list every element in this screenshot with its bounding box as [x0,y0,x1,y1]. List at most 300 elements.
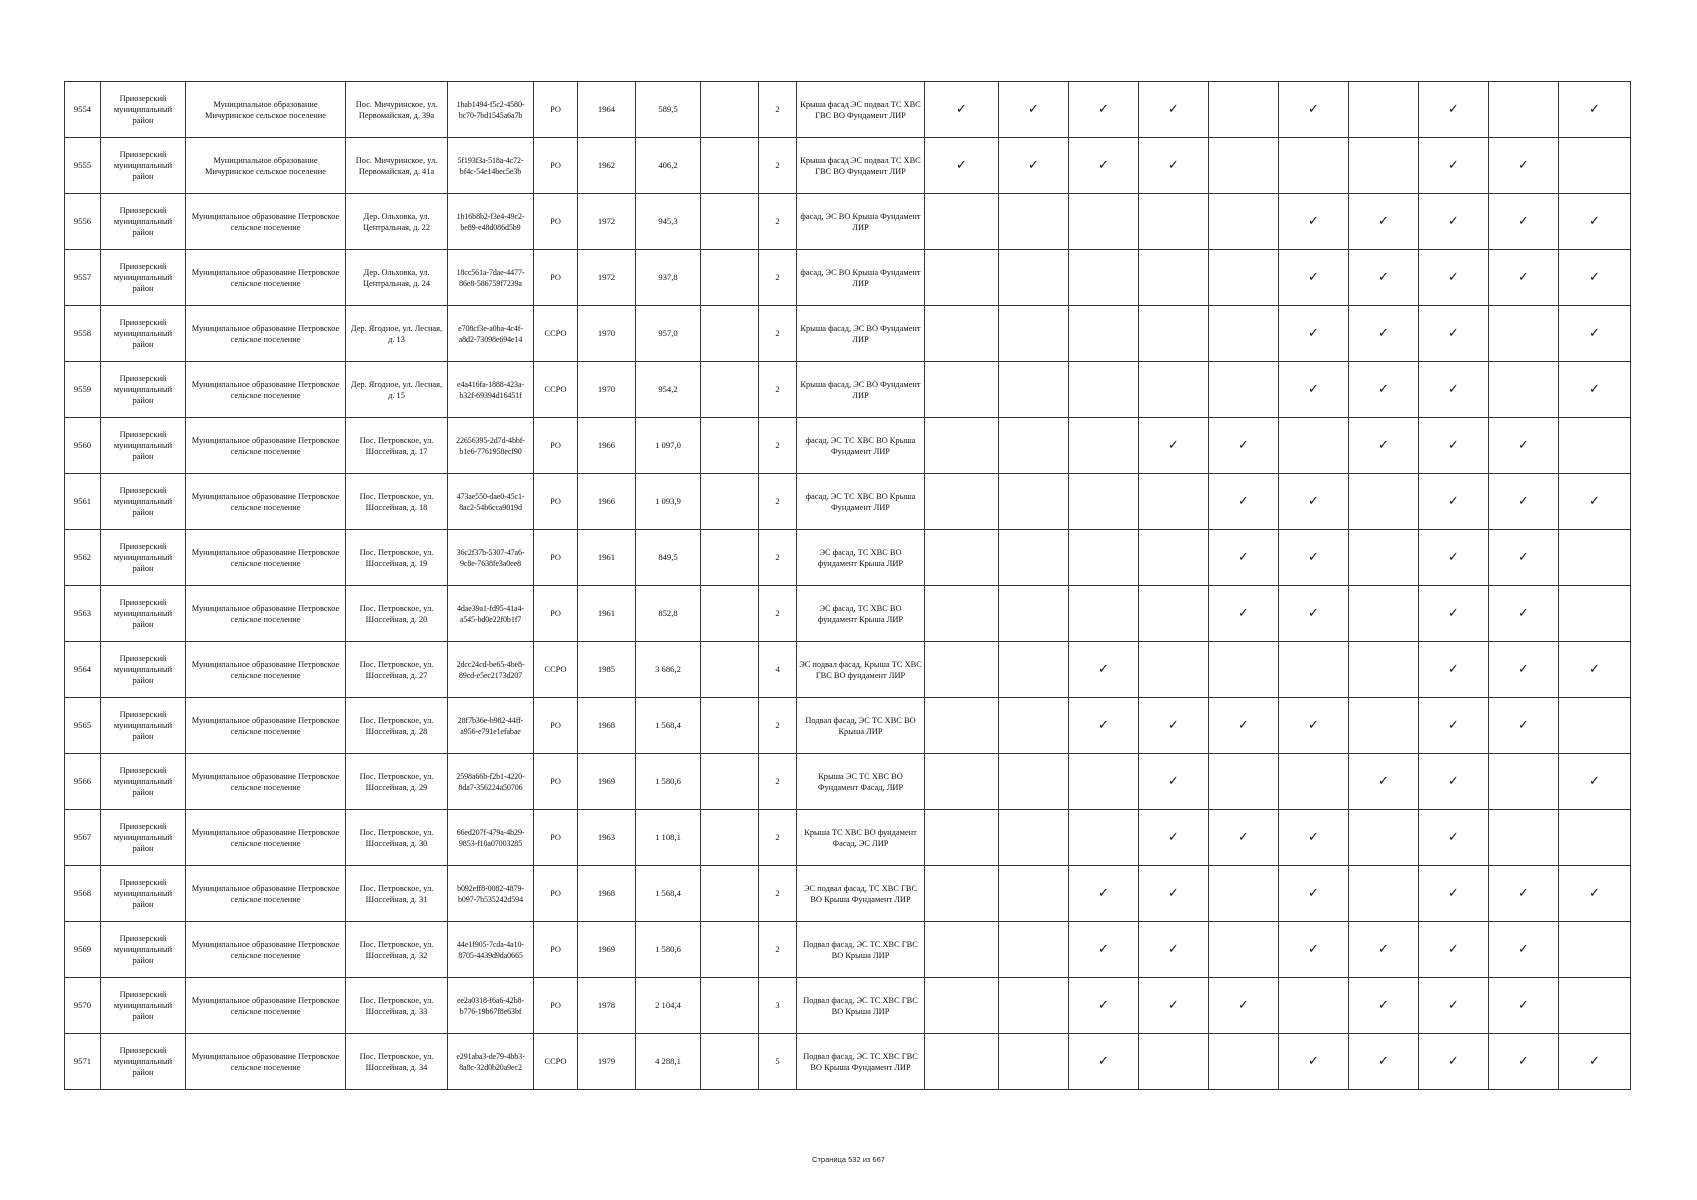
check-mark-icon: ✓ [956,102,967,117]
district-cell: Приозерский муниципальный район [101,530,186,586]
work-flag-cell-10 [1559,138,1631,194]
work-types-cell: Крыша ЭС ТС ХВС ВО Фундамент Фасад, ЛИР [797,754,925,810]
check-mark-icon: ✓ [1589,774,1600,789]
check-mark-icon: ✓ [1168,102,1179,117]
check-mark-icon: ✓ [1448,886,1459,901]
work-flag-cell-5 [1209,474,1279,530]
check-mark-icon: ✓ [1589,102,1600,117]
work-flag-cell-6 [1279,978,1349,1034]
district-cell: Приозерский муниципальный район [101,82,186,138]
empty-cell [701,82,759,138]
work-flag-cell-5 [1209,1034,1279,1090]
area-cell: 957,0 [636,306,701,362]
management-type-cell: РО [534,810,578,866]
management-type-cell: РО [534,978,578,1034]
work-flag-cell-2 [999,362,1069,418]
check-mark-icon: ✓ [1448,662,1459,677]
area-cell: 937,8 [636,250,701,306]
work-flag-cell-9 [1489,866,1559,922]
row-number-cell: 9565 [65,698,101,754]
build-year-cell: 1969 [578,754,636,810]
municipality-cell: Муниципальное образование Мичуринское сельское поселение [186,82,346,138]
floors-cell: 5 [759,1034,797,1090]
floors-cell: 2 [759,530,797,586]
work-flag-cell-10 [1559,250,1631,306]
work-flag-cell-2 [999,1034,1069,1090]
work-flag-cell-3 [1069,306,1139,362]
house-guid-cell: 44e1f905-7cda-4a10-8705-4439d9da0665 [448,922,534,978]
work-flag-cell-2 [999,866,1069,922]
work-flag-cell-9 [1489,82,1559,138]
house-guid-cell: e4a416fa-1888-423a-b32f-69394d16451f [448,362,534,418]
empty-cell [701,978,759,1034]
work-flag-cell-1 [925,82,999,138]
work-flag-cell-4 [1139,306,1209,362]
work-flag-cell-7 [1349,194,1419,250]
check-mark-icon: ✓ [1448,718,1459,733]
work-flag-cell-9 [1489,530,1559,586]
district-cell: Приозерский муниципальный район [101,866,186,922]
management-type-cell: РО [534,698,578,754]
district-cell: Приозерский муниципальный район [101,418,186,474]
check-mark-icon: ✓ [1518,998,1529,1013]
row-number-cell: 9563 [65,586,101,642]
management-type-cell: РО [534,250,578,306]
work-flag-cell-3 [1069,1034,1139,1090]
work-flag-cell-8 [1419,530,1489,586]
check-mark-icon: ✓ [1308,102,1319,117]
district-cell: Приозерский муниципальный район [101,306,186,362]
work-flag-cell-10 [1559,362,1631,418]
area-cell: 954,2 [636,362,701,418]
work-flag-cell-1 [925,922,999,978]
work-flag-cell-6 [1279,866,1349,922]
municipality-cell: Муниципальное образование Петровское сельское поселение [186,754,346,810]
work-flag-cell-9 [1489,138,1559,194]
address-cell: Пос. Петровское, ул. Шоссейная, д. 19 [346,530,448,586]
municipality-cell: Муниципальное образование Петровское сельское поселение [186,810,346,866]
area-cell: 945,3 [636,194,701,250]
work-flag-cell-5 [1209,362,1279,418]
table-row [65,306,1631,362]
area-cell: 852,8 [636,586,701,642]
work-flag-cell-6 [1279,1034,1349,1090]
table-row [65,418,1631,474]
empty-cell [701,586,759,642]
work-flag-cell-10 [1559,194,1631,250]
work-flag-cell-3 [1069,418,1139,474]
work-flag-cell-4 [1139,194,1209,250]
work-flag-cell-9 [1489,362,1559,418]
check-mark-icon: ✓ [1448,550,1459,565]
empty-cell [701,922,759,978]
check-mark-icon: ✓ [1448,214,1459,229]
area-cell: 1 568,4 [636,866,701,922]
build-year-cell: 1968 [578,698,636,754]
empty-cell [701,250,759,306]
work-flag-cell-5 [1209,978,1279,1034]
table-row [65,194,1631,250]
build-year-cell: 1966 [578,474,636,530]
work-flag-cell-2 [999,82,1069,138]
housing-register-table [64,81,1631,1090]
check-mark-icon: ✓ [1378,382,1389,397]
page-number-footer: Страница 532 из 667 [812,1155,885,1164]
work-flag-cell-10 [1559,474,1631,530]
work-flag-cell-10 [1559,978,1631,1034]
work-flag-cell-1 [925,250,999,306]
work-flag-cell-8 [1419,1034,1489,1090]
district-cell: Приозерский муниципальный район [101,1034,186,1090]
work-flag-cell-1 [925,138,999,194]
check-mark-icon: ✓ [1589,662,1600,677]
work-flag-cell-2 [999,642,1069,698]
check-mark-icon: ✓ [1589,382,1600,397]
management-type-cell: ССРО [534,1034,578,1090]
work-flag-cell-9 [1489,1034,1559,1090]
build-year-cell: 1979 [578,1034,636,1090]
check-mark-icon: ✓ [1378,998,1389,1013]
work-flag-cell-4 [1139,586,1209,642]
floors-cell: 2 [759,810,797,866]
work-flag-cell-2 [999,754,1069,810]
work-flag-cell-8 [1419,138,1489,194]
check-mark-icon: ✓ [1098,102,1109,117]
work-flag-cell-3 [1069,82,1139,138]
work-types-cell: Крыша фасад, ЭС ВО Фундамент ЛИР [797,362,925,418]
work-flag-cell-8 [1419,698,1489,754]
check-mark-icon: ✓ [1448,326,1459,341]
address-cell: Пос. Петровское, ул. Шоссейная, д. 30 [346,810,448,866]
table-row [65,474,1631,530]
work-flag-cell-1 [925,362,999,418]
work-flag-cell-5 [1209,586,1279,642]
work-flag-cell-8 [1419,418,1489,474]
work-flag-cell-6 [1279,418,1349,474]
work-flag-cell-4 [1139,698,1209,754]
municipality-cell: Муниципальное образование Мичуринское сельское поселение [186,138,346,194]
district-cell: Приозерский муниципальный район [101,250,186,306]
work-flag-cell-8 [1419,810,1489,866]
build-year-cell: 1969 [578,922,636,978]
district-cell: Приозерский муниципальный район [101,698,186,754]
row-number-cell: 9557 [65,250,101,306]
floors-cell: 2 [759,474,797,530]
house-guid-cell: 473ae550-dae0-45c1-8ac2-54b6cca9019d [448,474,534,530]
address-cell: Пос. Петровское, ул. Шоссейная, д. 34 [346,1034,448,1090]
work-types-cell: фасад, ЭС ТС ХВС ВО Крыша Фундамент ЛИР [797,418,925,474]
work-flag-cell-10 [1559,82,1631,138]
build-year-cell: 1961 [578,530,636,586]
row-number-cell: 9567 [65,810,101,866]
district-cell: Приозерский муниципальный район [101,978,186,1034]
check-mark-icon: ✓ [1589,270,1600,285]
check-mark-icon: ✓ [1238,830,1249,845]
municipality-cell: Муниципальное образование Петровское сельское поселение [186,922,346,978]
check-mark-icon: ✓ [1028,102,1039,117]
check-mark-icon: ✓ [1448,942,1459,957]
work-flag-cell-10 [1559,418,1631,474]
check-mark-icon: ✓ [1589,886,1600,901]
floors-cell: 2 [759,194,797,250]
work-flag-cell-2 [999,978,1069,1034]
empty-cell [701,1034,759,1090]
address-cell: Пос. Петровское, ул. Шоссейная, д. 27 [346,642,448,698]
work-flag-cell-3 [1069,586,1139,642]
table-body [65,82,1631,1090]
table-row [65,530,1631,586]
address-cell: Пос. Мичуринское, ул. Первомайская, д. 41а [346,138,448,194]
area-cell: 4 288,1 [636,1034,701,1090]
check-mark-icon: ✓ [1448,998,1459,1013]
work-flag-cell-4 [1139,474,1209,530]
check-mark-icon: ✓ [1168,774,1179,789]
empty-cell [701,362,759,418]
empty-cell [701,138,759,194]
check-mark-icon: ✓ [1098,718,1109,733]
row-number-cell: 9560 [65,418,101,474]
work-types-cell: Крыша фасад ЭС подвал ТС ХВС ГВС ВО Фундамент ЛИР [797,82,925,138]
district-cell: Приозерский муниципальный район [101,810,186,866]
check-mark-icon: ✓ [1589,494,1600,509]
area-cell: 3 686,2 [636,642,701,698]
row-number-cell: 9559 [65,362,101,418]
floors-cell: 2 [759,306,797,362]
work-flag-cell-10 [1559,698,1631,754]
work-flag-cell-7 [1349,362,1419,418]
work-flag-cell-1 [925,754,999,810]
check-mark-icon: ✓ [1098,1054,1109,1069]
build-year-cell: 1963 [578,810,636,866]
work-types-cell: фасад, ЭС ТС ХВС ВО Крыша Фундамент ЛИР [797,474,925,530]
work-flag-cell-6 [1279,250,1349,306]
work-flag-cell-6 [1279,530,1349,586]
work-flag-cell-8 [1419,194,1489,250]
check-mark-icon: ✓ [1098,998,1109,1013]
work-types-cell: Подвал фасад, ЭС ТС ХВС ВО Крыша ЛИР [797,698,925,754]
work-flag-cell-7 [1349,530,1419,586]
district-cell: Приозерский муниципальный район [101,362,186,418]
empty-cell [701,866,759,922]
table-row [65,810,1631,866]
empty-cell [701,474,759,530]
check-mark-icon: ✓ [1308,718,1319,733]
check-mark-icon: ✓ [1238,550,1249,565]
check-mark-icon: ✓ [1518,158,1529,173]
work-flag-cell-7 [1349,1034,1419,1090]
row-number-cell: 9568 [65,866,101,922]
work-flag-cell-10 [1559,306,1631,362]
work-types-cell: Крыша фасад ЭС подвал ТС ХВС ГВС ВО Фундамент ЛИР [797,138,925,194]
table-row [65,586,1631,642]
work-types-cell: ЭС фасад, ТС ХВС ВО фундамент Крыша ЛИР [797,530,925,586]
check-mark-icon: ✓ [1238,438,1249,453]
house-guid-cell: 5f193f3a-518a-4c72-bf4c-54e14bec5e3b [448,138,534,194]
work-types-cell: Крыша фасад, ЭС ВО Фундамент ЛИР [797,306,925,362]
management-type-cell: РО [534,922,578,978]
table-row [65,922,1631,978]
empty-cell [701,306,759,362]
check-mark-icon: ✓ [1448,830,1459,845]
management-type-cell: РО [534,418,578,474]
work-flag-cell-10 [1559,754,1631,810]
address-cell: Дер. Ягодное, ул. Лесная, д. 13 [346,306,448,362]
work-flag-cell-4 [1139,978,1209,1034]
municipality-cell: Муниципальное образование Петровское сельское поселение [186,362,346,418]
work-flag-cell-3 [1069,530,1139,586]
table-row [65,362,1631,418]
work-flag-cell-3 [1069,362,1139,418]
floors-cell: 2 [759,754,797,810]
work-flag-cell-6 [1279,642,1349,698]
check-mark-icon: ✓ [1238,494,1249,509]
work-flag-cell-5 [1209,82,1279,138]
area-cell: 406,2 [636,138,701,194]
check-mark-icon: ✓ [1238,718,1249,733]
house-guid-cell: 2dcc24cd-be65-4be8-89cd-e5ec2173d207 [448,642,534,698]
work-types-cell: ЭС фасад, ТС ХВС ВО фундамент Крыша ЛИР [797,586,925,642]
work-flag-cell-8 [1419,754,1489,810]
municipality-cell: Муниципальное образование Петровское сельское поселение [186,474,346,530]
work-flag-cell-2 [999,586,1069,642]
check-mark-icon: ✓ [1589,1054,1600,1069]
work-flag-cell-9 [1489,306,1559,362]
municipality-cell: Муниципальное образование Петровское сельское поселение [186,642,346,698]
work-flag-cell-1 [925,418,999,474]
work-flag-cell-8 [1419,474,1489,530]
address-cell: Дер. Ягодное, ул. Лесная, д. 15 [346,362,448,418]
floors-cell: 4 [759,642,797,698]
work-flag-cell-1 [925,306,999,362]
work-flag-cell-3 [1069,474,1139,530]
check-mark-icon: ✓ [1378,438,1389,453]
floors-cell: 2 [759,418,797,474]
municipality-cell: Муниципальное образование Петровское сельское поселение [186,1034,346,1090]
work-flag-cell-9 [1489,978,1559,1034]
work-flag-cell-3 [1069,978,1139,1034]
management-type-cell: ССРО [534,306,578,362]
check-mark-icon: ✓ [1518,718,1529,733]
address-cell: Пос. Петровское, ул. Шоссейная, д. 29 [346,754,448,810]
work-flag-cell-2 [999,306,1069,362]
work-flag-cell-5 [1209,642,1279,698]
empty-cell [701,698,759,754]
work-flag-cell-4 [1139,810,1209,866]
work-flag-cell-8 [1419,82,1489,138]
table-row [65,82,1631,138]
work-flag-cell-5 [1209,194,1279,250]
work-flag-cell-1 [925,810,999,866]
work-flag-cell-3 [1069,866,1139,922]
work-flag-cell-3 [1069,642,1139,698]
work-flag-cell-7 [1349,474,1419,530]
check-mark-icon: ✓ [1168,830,1179,845]
work-flag-cell-6 [1279,82,1349,138]
check-mark-icon: ✓ [1378,326,1389,341]
work-types-cell: фасад, ЭС ВО Крыша Фундамент ЛИР [797,194,925,250]
address-cell: Пос. Мичуринское, ул. Первомайская, д. 39а [346,82,448,138]
management-type-cell: ССРО [534,362,578,418]
check-mark-icon: ✓ [1308,886,1319,901]
work-flag-cell-1 [925,866,999,922]
work-flag-cell-2 [999,922,1069,978]
check-mark-icon: ✓ [1448,382,1459,397]
check-mark-icon: ✓ [1308,942,1319,957]
table-row [65,250,1631,306]
work-flag-cell-7 [1349,418,1419,474]
management-type-cell: РО [534,82,578,138]
district-cell: Приозерский муниципальный район [101,754,186,810]
work-types-cell: Подвал фасад, ЭС ТС ХВС ГВС ВО Крыша ЛИР [797,978,925,1034]
address-cell: Пос. Петровское, ул. Шоссейная, д. 32 [346,922,448,978]
check-mark-icon: ✓ [1028,158,1039,173]
check-mark-icon: ✓ [1518,270,1529,285]
table-row [65,1034,1631,1090]
management-type-cell: РО [534,138,578,194]
row-number-cell: 9561 [65,474,101,530]
work-flag-cell-10 [1559,810,1631,866]
house-guid-cell: 1b16b8b2-f3e4-49c2-be89-e48d086d5b9 [448,194,534,250]
work-flag-cell-3 [1069,698,1139,754]
area-cell: 849,5 [636,530,701,586]
check-mark-icon: ✓ [1518,494,1529,509]
work-flag-cell-7 [1349,642,1419,698]
build-year-cell: 1978 [578,978,636,1034]
work-flag-cell-9 [1489,250,1559,306]
work-flag-cell-4 [1139,250,1209,306]
work-flag-cell-10 [1559,530,1631,586]
management-type-cell: РО [534,474,578,530]
check-mark-icon: ✓ [1518,662,1529,677]
work-types-cell: ЭС подвал фасад, ТС ХВС ГВС ВО Крыша Фундамент ЛИР [797,866,925,922]
work-flag-cell-2 [999,138,1069,194]
work-flag-cell-4 [1139,866,1209,922]
check-mark-icon: ✓ [1378,1054,1389,1069]
area-cell: 1 097,0 [636,418,701,474]
check-mark-icon: ✓ [1448,158,1459,173]
work-flag-cell-9 [1489,810,1559,866]
house-guid-cell: 2598a66b-f2b1-4220-8da7-356224a50706 [448,754,534,810]
work-flag-cell-5 [1209,922,1279,978]
check-mark-icon: ✓ [1448,270,1459,285]
municipality-cell: Муниципальное образование Петровское сельское поселение [186,530,346,586]
check-mark-icon: ✓ [1308,214,1319,229]
check-mark-icon: ✓ [1448,606,1459,621]
work-flag-cell-1 [925,978,999,1034]
check-mark-icon: ✓ [1308,494,1319,509]
build-year-cell: 1985 [578,642,636,698]
table-row [65,754,1631,810]
work-flag-cell-3 [1069,922,1139,978]
district-cell: Приозерский муниципальный район [101,922,186,978]
work-flag-cell-4 [1139,922,1209,978]
check-mark-icon: ✓ [1518,942,1529,957]
work-flag-cell-10 [1559,866,1631,922]
address-cell: Пос. Петровское, ул. Шоссейная, д. 17 [346,418,448,474]
check-mark-icon: ✓ [1518,606,1529,621]
work-flag-cell-3 [1069,138,1139,194]
check-mark-icon: ✓ [1448,438,1459,453]
work-flag-cell-6 [1279,754,1349,810]
work-flag-cell-9 [1489,194,1559,250]
empty-cell [701,642,759,698]
work-flag-cell-8 [1419,586,1489,642]
work-flag-cell-5 [1209,530,1279,586]
floors-cell: 2 [759,698,797,754]
management-type-cell: РО [534,866,578,922]
build-year-cell: 1970 [578,362,636,418]
row-number-cell: 9566 [65,754,101,810]
